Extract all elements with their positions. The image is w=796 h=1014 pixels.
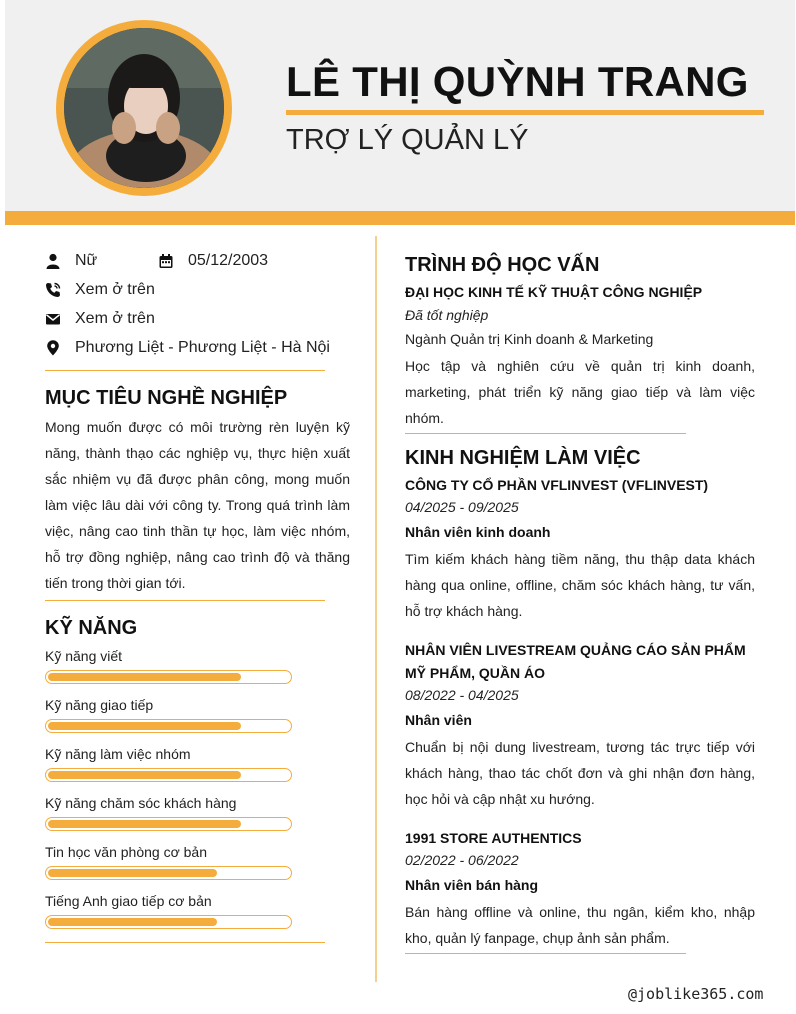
skill-bar-fill [48,820,241,828]
objective-title: MỤC TIÊU NGHỀ NGHIỆP [45,387,288,409]
avatar [56,20,232,196]
education-major: Ngành Quản trị Kinh doanh & Marketing [405,331,654,347]
experience-description: Bán hàng offline và online, thu ngân, kiểm kho, nhập kho, quản lý fanpage, chụp ảnh sản phẩm. [405,904,755,946]
calendar-icon [158,253,174,269]
education-school: ĐẠI HỌC KINH TẾ KỸ THUẬT CÔNG NGHIỆP [405,284,703,300]
header-accent-bar [5,211,795,225]
objective-divider [45,600,325,601]
skill-bar-fill [48,918,217,926]
skill-label: Kỹ năng làm việc nhóm [45,746,191,762]
experience-company: CÔNG TY CỔ PHẦN VFLINVEST (VFLINVEST) [405,477,709,493]
skill-bar [45,670,292,684]
experience-role: Nhân viên [405,712,472,728]
skill-bar-fill [48,771,241,779]
skill-label: Tin học văn phòng cơ bản [45,844,207,860]
skill-bar-fill [48,673,241,681]
candidate-name: LÊ THỊ QUỲNH TRANG [286,58,749,105]
phone-value: Xem ở trên [75,281,155,298]
phone-icon [45,282,61,298]
skill-bar-fill [48,722,241,730]
email-value: Xem ở trên [75,310,155,327]
experience-description: Chuẩn bị nội dung livestream, tương tác trực tiếp với khách hàng, thao tác chốt đơn và ghi nhận đơn hàng, học hỏi và cập nhật xu hướng. [405,739,755,807]
experience-divider [405,953,686,954]
skills-divider [45,942,325,943]
skills-title: KỸ NĂNG [45,617,138,639]
education-divider [405,433,686,434]
skill-label: Kỹ năng chăm sóc khách hàng [45,795,237,811]
person-icon [45,253,61,269]
education-status: Đã tốt nghiệp [405,307,489,323]
skill-bar [45,866,292,880]
phone-row [45,279,155,301]
education-title: TRÌNH ĐỘ HỌC VẤN [405,254,600,276]
experience-role: Nhân viên kinh doanh [405,524,551,540]
location-pin-icon [45,340,61,356]
name-underline [286,110,764,115]
gender-row [45,250,97,272]
experience-description: Tìm kiếm khách hàng tiềm năng, thu thập data khách hàng qua online, offline, chăm sóc khách hàng, tư vấn, hỗ trợ khách hàng. [405,551,755,619]
skill-bar [45,915,292,929]
skill-label: Tiếng Anh giao tiếp cơ bản [45,893,212,909]
birthday-row [158,250,268,272]
skill-bar [45,768,292,782]
education-description: Học tập và nghiên cứu về quản trị kinh doanh, marketing, phát triển kỹ năng giao tiếp và làm việc nhóm. [405,358,755,426]
experience-company: 1991 STORE AUTHENTICS [405,830,582,846]
skill-bar [45,719,292,733]
envelope-icon [45,311,61,327]
experience-period: 02/2022 - 06/2022 [405,852,519,868]
skill-bar-fill [48,869,217,877]
watermark: @joblike365.com [628,985,764,1003]
avatar-photo [64,28,224,188]
address-value: Phương Liệt - Phương Liệt - Hà Nội [75,339,330,356]
skill-bar [45,817,292,831]
skill-label: Kỹ năng giao tiếp [45,697,154,713]
objective-text: Mong muốn được có môi trường rèn luyện kỹ năng, thành thạo các nghiệp vụ, thực hiện xuất sắc nhiệm vụ đã được phân công, mong muốn làm việc lâu dài với công ty. Trong quá trình làm việc, nâng cao tinh thần tự học, làm việc nhóm, hỗ trợ đồng nghiệp, nâng cao trình độ và thăng tiến trong thời gian tới. [45,419,350,591]
birthday-value: 05/12/2003 [188,252,269,269]
experience-period: 08/2022 - 04/2025 [405,687,519,703]
experience-title: KINH NGHIỆM LÀM VIỆC [405,447,641,469]
gender-value: Nữ [75,252,98,269]
experience-period: 04/2025 - 09/2025 [405,499,519,515]
address-row [45,337,330,359]
email-row [45,308,155,330]
experience-role: Nhân viên bán hàng [405,877,539,893]
contact-divider [45,370,325,371]
job-title: TRỢ LÝ QUẢN LÝ [286,124,529,156]
column-divider [375,236,377,982]
experience-company: NHÂN VIÊN LIVESTREAM QUẢNG CÁO SẢN PHẨM MỸ PHẨM, QUẦN ÁO [405,642,746,681]
skill-label: Kỹ năng viết [45,648,123,664]
